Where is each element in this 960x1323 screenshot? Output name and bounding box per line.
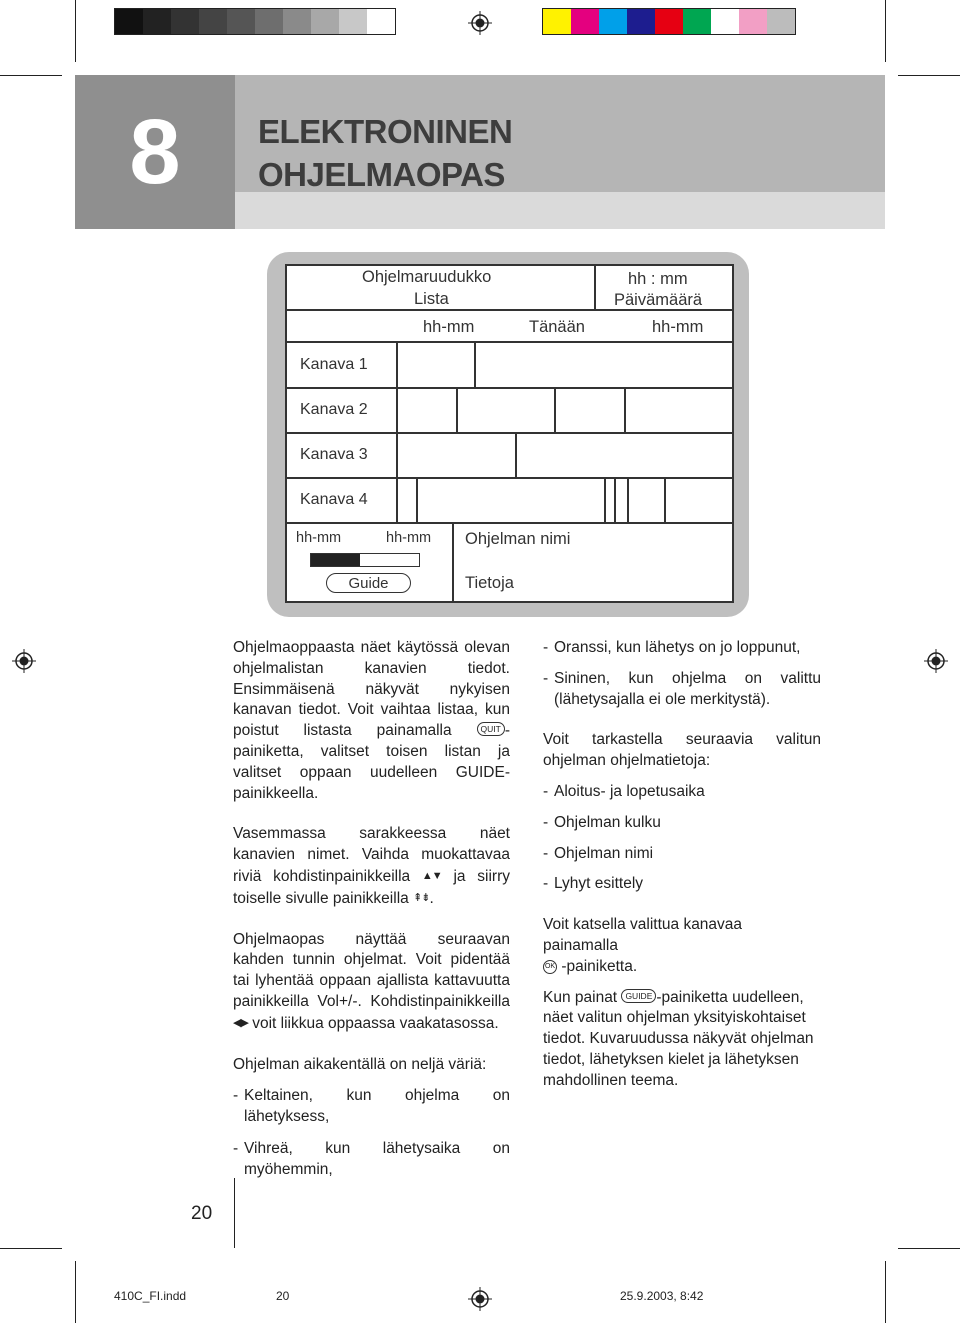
paragraph-colors: Ohjelman aikakentällä on neljä väriä:: [233, 1055, 487, 1073]
slug-file: 410C_FI.indd: [114, 1289, 187, 1303]
list-item: - Vihreä, kun lähetysaika on myöhemmin,: [233, 1139, 510, 1181]
crop-mark: [0, 75, 62, 76]
epg-date: Päivämäärä: [614, 291, 703, 309]
paragraph-info-intro: Voit tarkastella seuraavia valitun ohjelman ohjelmatietoja:: [543, 731, 821, 770]
paragraph-guide: [543, 988, 821, 1092]
crop-mark: [75, 0, 76, 62]
epg-channel-2: Kanava 2: [300, 401, 368, 418]
epg-gridline: [285, 341, 734, 343]
color-swatch: [711, 9, 739, 34]
epg-time-start: hh-mm: [423, 318, 475, 336]
crop-mark: [898, 75, 960, 76]
chapter-title-band-light: [235, 192, 885, 229]
epg-gridline: [515, 432, 517, 477]
list-item-text: Lyhyt esittely: [554, 875, 644, 893]
gray-swatch: [143, 9, 171, 34]
epg-channel-3: Kanava 3: [300, 446, 368, 463]
epg-gridline: [604, 477, 606, 522]
epg-program-name: Ohjelman nimi: [465, 530, 571, 548]
slug-page: 20: [276, 1289, 290, 1303]
epg-gridline: [396, 341, 398, 522]
epg-gridline: [554, 387, 556, 432]
paragraph-channels-text: Vasemmassa sarakkeessa näet kanavien nimet. Vaihda muokattavaa riviä kohdistinpainikkeilla: [233, 825, 510, 885]
guide-key-icon: GUIDE: [621, 989, 656, 1003]
paragraph-ok: [543, 915, 821, 977]
gray-swatch-bar: [114, 8, 396, 35]
paragraph-intro-text: Ohjelmaoppaasta näet käytössä olevan ohjelmalistan kanavien tiedot. Ensimmäisenä näkyvät nykyisen kanavan tiedot. Voit vaihtaa listaa, kun poistut listasta painamalla: [233, 639, 510, 740]
epg-channel-4: Kanava 4: [300, 491, 368, 508]
gray-swatch: [227, 9, 255, 34]
quit-key-icon: QUIT: [477, 722, 505, 736]
list-item-text: Ohjelman kulku: [554, 813, 661, 831]
paragraph-ok-text: Voit katsella valittua kanavaa painamalla: [543, 916, 743, 954]
color-swatch: [739, 9, 767, 34]
color-swatch: [543, 9, 571, 34]
up-down-arrows-icon: ▲▼: [421, 869, 442, 882]
epg-gridline: [624, 387, 626, 432]
registration-mark-left: [12, 649, 36, 673]
color-swatch: [599, 9, 627, 34]
slug-date: 25.9.2003, 8:42: [620, 1289, 704, 1303]
guide-button[interactable]: Guide: [326, 573, 411, 593]
chapter-number-box: [75, 75, 235, 229]
epg-gridline: [664, 477, 666, 522]
epg-clock: hh : mm: [628, 270, 688, 288]
color-swatch: [571, 9, 599, 34]
gray-swatch: [199, 9, 227, 34]
paragraph-timespan-text-2: voit liikkua oppaassa vaakatasossa.: [252, 1014, 499, 1032]
registration-mark-right: [924, 649, 948, 673]
epg-gridline: [285, 387, 734, 389]
epg-progress-bar: [310, 553, 420, 567]
chapter-number: 8: [129, 100, 181, 203]
list-item: - Oranssi, kun lähetys on jo loppunut,: [543, 638, 821, 659]
paragraph-channels: [233, 824, 510, 909]
gray-swatch: [367, 9, 395, 34]
epg-info: Tietoja: [465, 574, 514, 592]
epg-gridline: [452, 522, 454, 603]
epg-list-label: Lista: [414, 290, 449, 308]
list-item: - Lyhyt esittely: [543, 874, 821, 895]
paragraph-channels-text-2: ja siirry toiselle sivulle painikkeilla: [233, 867, 510, 907]
gray-swatch: [283, 9, 311, 34]
epg-gridline: [416, 477, 418, 522]
crop-mark: [75, 1261, 76, 1323]
registration-mark-bottom: [468, 1287, 492, 1311]
chapter-title-line1: ELEKTRONINEN: [258, 113, 513, 150]
left-right-arrows-icon: ◀▶: [233, 1016, 248, 1029]
list-item: - Ohjelman kulku: [543, 813, 821, 834]
list-item: - Sininen, kun ohjelma on valittu (lähetysajalla ei ole merkitystä).: [543, 669, 821, 711]
color-swatch: [627, 9, 655, 34]
color-swatch: [655, 9, 683, 34]
list-item-text: Vihreä, kun lähetysaika on myöhemmin,: [244, 1139, 510, 1178]
paragraph-guide-text: Kun painat: [543, 988, 618, 1006]
left-column: [233, 638, 510, 1181]
epg-footer-time-end: hh-mm: [386, 530, 432, 546]
color-swatch: [767, 9, 795, 34]
color-swatch: [683, 9, 711, 34]
epg-gridline: [456, 387, 458, 432]
epg-gridline: [627, 477, 629, 522]
chapter-title: [258, 110, 512, 196]
crop-mark: [885, 1261, 886, 1323]
epg-time-end: hh-mm: [652, 318, 704, 336]
list-item-text: Sininen, kun ohjelma on valittu (lähetysajalla ei ole merkitystä).: [554, 669, 821, 708]
epg-gridline: [285, 432, 734, 434]
paragraph-intro: [233, 638, 510, 804]
list-item: - Aloitus- ja lopetusaika: [543, 782, 821, 803]
list-item-text: Oranssi, kun lähetys on jo loppunut,: [554, 639, 801, 656]
paragraph-timespan-text: Ohjelmaopas näyttää seuraavan kahden tunnin ohjelmat. Voit pidentää tai lyhentää oppaan ajallista kattavuutta painikkeilla Vol+/-. Kohdistinpainikkeilla: [233, 930, 510, 1010]
chapter-title-line2: OHJELMAOPAS: [258, 156, 505, 193]
page-up-down-icon: ⇞⇟: [413, 891, 430, 904]
ok-key-icon: OK: [543, 960, 557, 974]
page-number-divider: [234, 1178, 235, 1248]
epg-gridline: [594, 264, 596, 309]
paragraph-timespan: [233, 930, 510, 1035]
crop-mark: [0, 1248, 62, 1249]
gray-swatch: [311, 9, 339, 34]
paragraph-ok-text-2: -painiketta.: [561, 957, 638, 975]
paragraph-channels-text-3: .: [429, 889, 434, 907]
color-swatch-bar: [542, 8, 796, 35]
epg-gridline: [285, 477, 734, 479]
list-item-text: Keltainen, kun ohjelma on lähetyksess,: [244, 1087, 510, 1126]
epg-footer-time-start: hh-mm: [296, 530, 342, 546]
epg-gridline: [285, 522, 734, 524]
paragraph-guide-text-2: -painiketta uudelleen, näet valitun ohjelman yksityiskohtaiset tiedot. Kuvaruudussa näkyvät ohjelman tiedot, lähetyksen kielet ja lähetyksen mahdollinen teema.: [543, 988, 814, 1089]
list-item-text: Ohjelman nimi: [554, 844, 654, 862]
right-column: [543, 638, 821, 1092]
gray-swatch: [339, 9, 367, 34]
list-item: - Keltainen, kun ohjelma on lähetyksess,: [233, 1086, 510, 1128]
registration-mark-top: [468, 11, 492, 35]
page-number: 20: [191, 1203, 213, 1224]
epg-progress-fill: [311, 554, 360, 566]
list-item-text: Aloitus- ja lopetusaika: [554, 782, 705, 800]
paragraph-intro-text-2: -painiketta, valitset toisen listan ja valitset oppaan uudelleen GUIDE-painikkeella.: [233, 722, 510, 802]
gray-swatch: [255, 9, 283, 34]
gray-swatch: [115, 9, 143, 34]
epg-channel-1: Kanava 1: [300, 356, 368, 373]
gray-swatch: [171, 9, 199, 34]
crop-mark: [898, 1248, 960, 1249]
list-item: - Ohjelman nimi: [543, 844, 821, 865]
epg-day: Tänään: [529, 318, 585, 336]
crop-mark: [885, 0, 886, 62]
epg-gridline: [614, 477, 616, 522]
epg-gridline: [474, 341, 476, 387]
epg-grid-label: Ohjelmaruudukko: [362, 268, 492, 286]
